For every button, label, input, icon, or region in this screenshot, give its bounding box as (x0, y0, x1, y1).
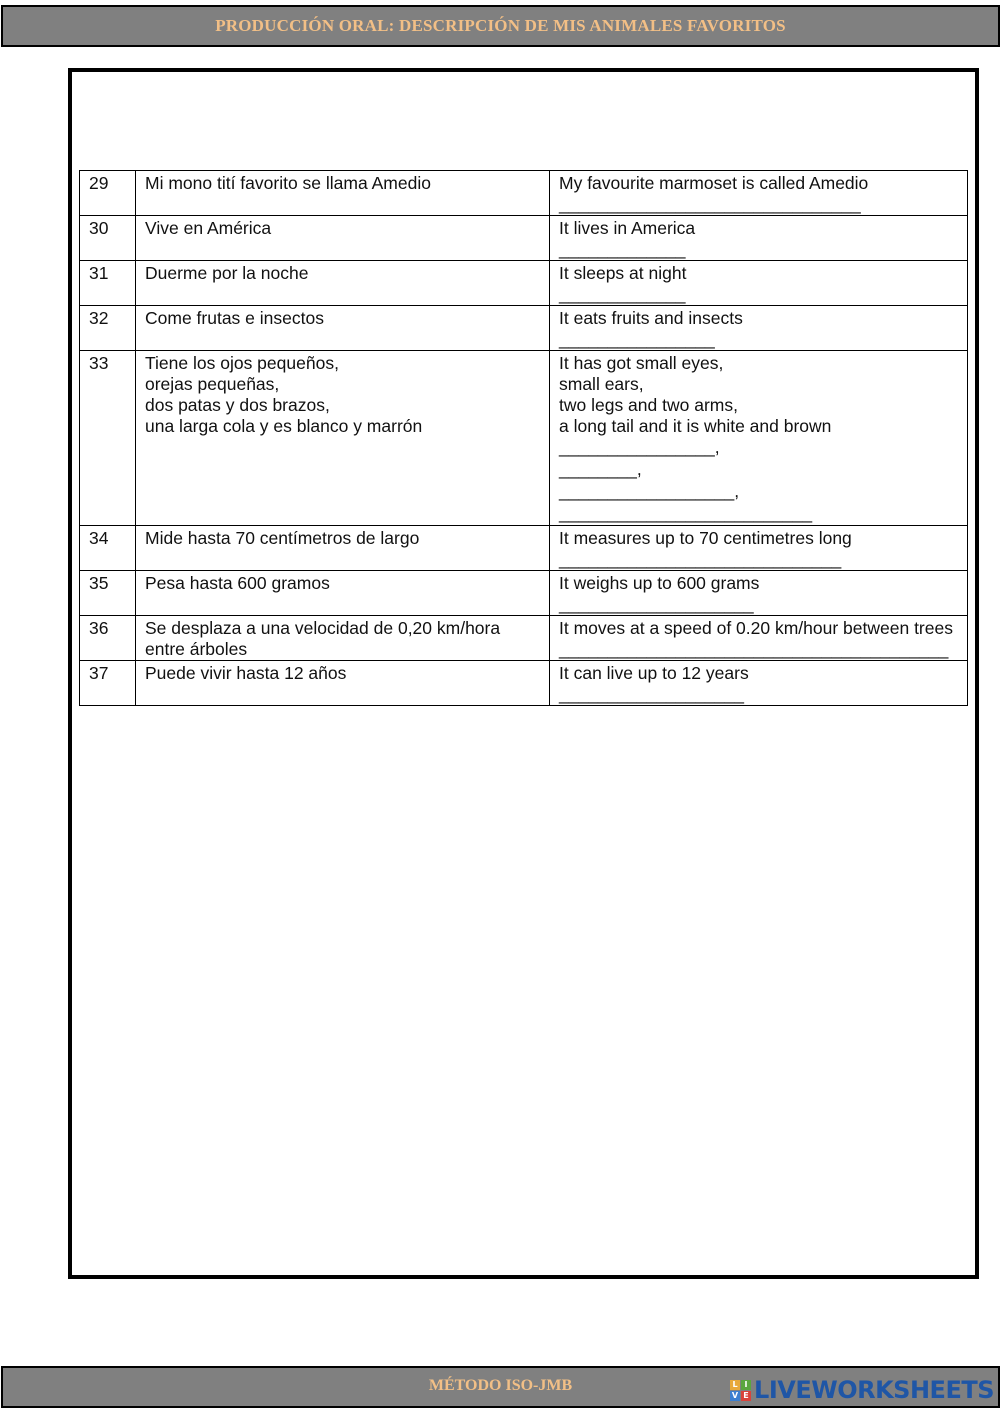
english-sentence-line: two legs and two arms, (559, 395, 738, 415)
row-number: 29 (80, 171, 136, 216)
table-row (80, 351, 968, 526)
table-row (80, 171, 968, 216)
english-sentence-cell (550, 351, 968, 526)
row-number: 30 (80, 216, 136, 261)
live-letter-e: E (741, 1391, 751, 1401)
spanish-sentence-line: Mi mono tití favorito se llama Amedio (145, 173, 431, 193)
live-letter-l: L (730, 1380, 740, 1390)
spanish-sentence-line: Duerme por la noche (145, 263, 309, 283)
liveworksheets-logo[interactable] (730, 1376, 994, 1404)
spanish-sentence-line: Tiene los ojos pequeños, (145, 353, 339, 373)
answer-blank[interactable]: _____________ (559, 284, 686, 304)
row-number: 34 (80, 526, 136, 571)
spanish-sentence-line: una larga cola y es blanco y marrón (145, 416, 423, 436)
row-number: 33 (80, 351, 136, 526)
row-number: 35 (80, 571, 136, 616)
english-sentence-cell (550, 661, 968, 706)
footer-bar (1, 1366, 1000, 1408)
spanish-sentence-line: Puede vivir hasta 12 años (145, 663, 347, 683)
english-sentence-line: It lives in America (559, 218, 696, 238)
spanish-sentence-line: Come frutas e insectos (145, 308, 324, 328)
english-sentence-cell (550, 306, 968, 351)
spanish-sentence-line: orejas pequeñas, (145, 374, 280, 394)
spanish-sentence-line: dos patas y dos brazos, (145, 395, 330, 415)
english-sentence-line: It eats fruits and insects (559, 308, 743, 328)
table-body (80, 171, 968, 706)
answer-blank[interactable]: __________________________ (559, 503, 813, 523)
answer-blank[interactable]: ________________________________________ (559, 639, 949, 659)
live-letter-v: V (731, 1391, 739, 1400)
spanish-sentence-cell (136, 571, 550, 616)
row-number: 32 (80, 306, 136, 351)
header-bar (1, 5, 1000, 47)
vocabulary-table (79, 170, 968, 706)
spanish-sentence-cell (136, 261, 550, 306)
english-sentence-line: It sleeps at night (559, 263, 687, 283)
english-sentence-line: My favourite marmoset is called Amedio (559, 173, 869, 193)
english-sentence-cell (550, 616, 968, 661)
english-sentence-line: It has got small eyes, (559, 353, 724, 373)
english-sentence-cell (550, 216, 968, 261)
english-sentence-cell (550, 526, 968, 571)
answer-blank[interactable]: ________________ (559, 329, 715, 349)
answer-blank[interactable]: ____________________ (559, 594, 754, 614)
english-sentence-line: It can live up to 12 years (559, 663, 749, 683)
english-sentence-line: a long tail and it is white and brown (559, 416, 832, 436)
english-sentence-line: small ears, (559, 374, 644, 394)
english-sentence-cell (550, 171, 968, 216)
spanish-sentence-line: entre árboles (145, 639, 248, 659)
table-row (80, 261, 968, 306)
spanish-sentence-cell (136, 306, 550, 351)
footer-method-label: MÉTODO ISO-JMB (428, 1377, 573, 1394)
table-row (80, 306, 968, 351)
row-number: 31 (80, 261, 136, 306)
answer-blank[interactable]: ________________, (559, 437, 720, 457)
row-number: 37 (80, 661, 136, 706)
answer-blank[interactable]: ___________________ (559, 684, 744, 704)
spanish-sentence-cell (136, 216, 550, 261)
answer-blank[interactable]: _____________________________ (559, 549, 842, 569)
spanish-sentence-cell (136, 661, 550, 706)
table-row (80, 616, 968, 661)
table-row (80, 571, 968, 616)
english-sentence-line: It weighs up to 600 grams (559, 573, 760, 593)
spanish-sentence-cell (136, 351, 550, 526)
liveworksheets-wordmark: LIVEWORKSHEETS (754, 1376, 994, 1404)
table-row (80, 661, 968, 706)
spanish-sentence-line: Mide hasta 70 centímetros de largo (145, 528, 420, 548)
spanish-sentence-cell (136, 616, 550, 661)
answer-blank[interactable]: _____________ (559, 239, 686, 259)
page-title: PRODUCCIÓN ORAL: DESCRIPCIÓN DE MIS ANIMALES FAVORITOS (215, 16, 786, 35)
answer-blank[interactable]: _______________________________ (559, 194, 861, 214)
spanish-sentence-line: Pesa hasta 600 gramos (145, 573, 330, 593)
table-row (80, 526, 968, 571)
spanish-sentence-cell (136, 526, 550, 571)
english-sentence-line: It moves at a speed of 0.20 km/hour between trees (559, 618, 953, 638)
live-letter-i: I (741, 1380, 751, 1390)
english-sentence-cell (550, 261, 968, 306)
english-sentence-cell (550, 571, 968, 616)
english-sentence-line: It measures up to 70 centimetres long (559, 528, 852, 548)
spanish-sentence-cell (136, 171, 550, 216)
spanish-sentence-line: Se desplaza a una velocidad de 0,20 km/hora (145, 618, 501, 638)
table-row (80, 216, 968, 261)
row-number: 36 (80, 616, 136, 661)
answer-blank[interactable]: ________, (559, 459, 642, 479)
answer-blank[interactable]: __________________, (559, 481, 740, 501)
live-grid-icon (730, 1380, 751, 1401)
spanish-sentence-line: Vive en América (145, 218, 272, 238)
